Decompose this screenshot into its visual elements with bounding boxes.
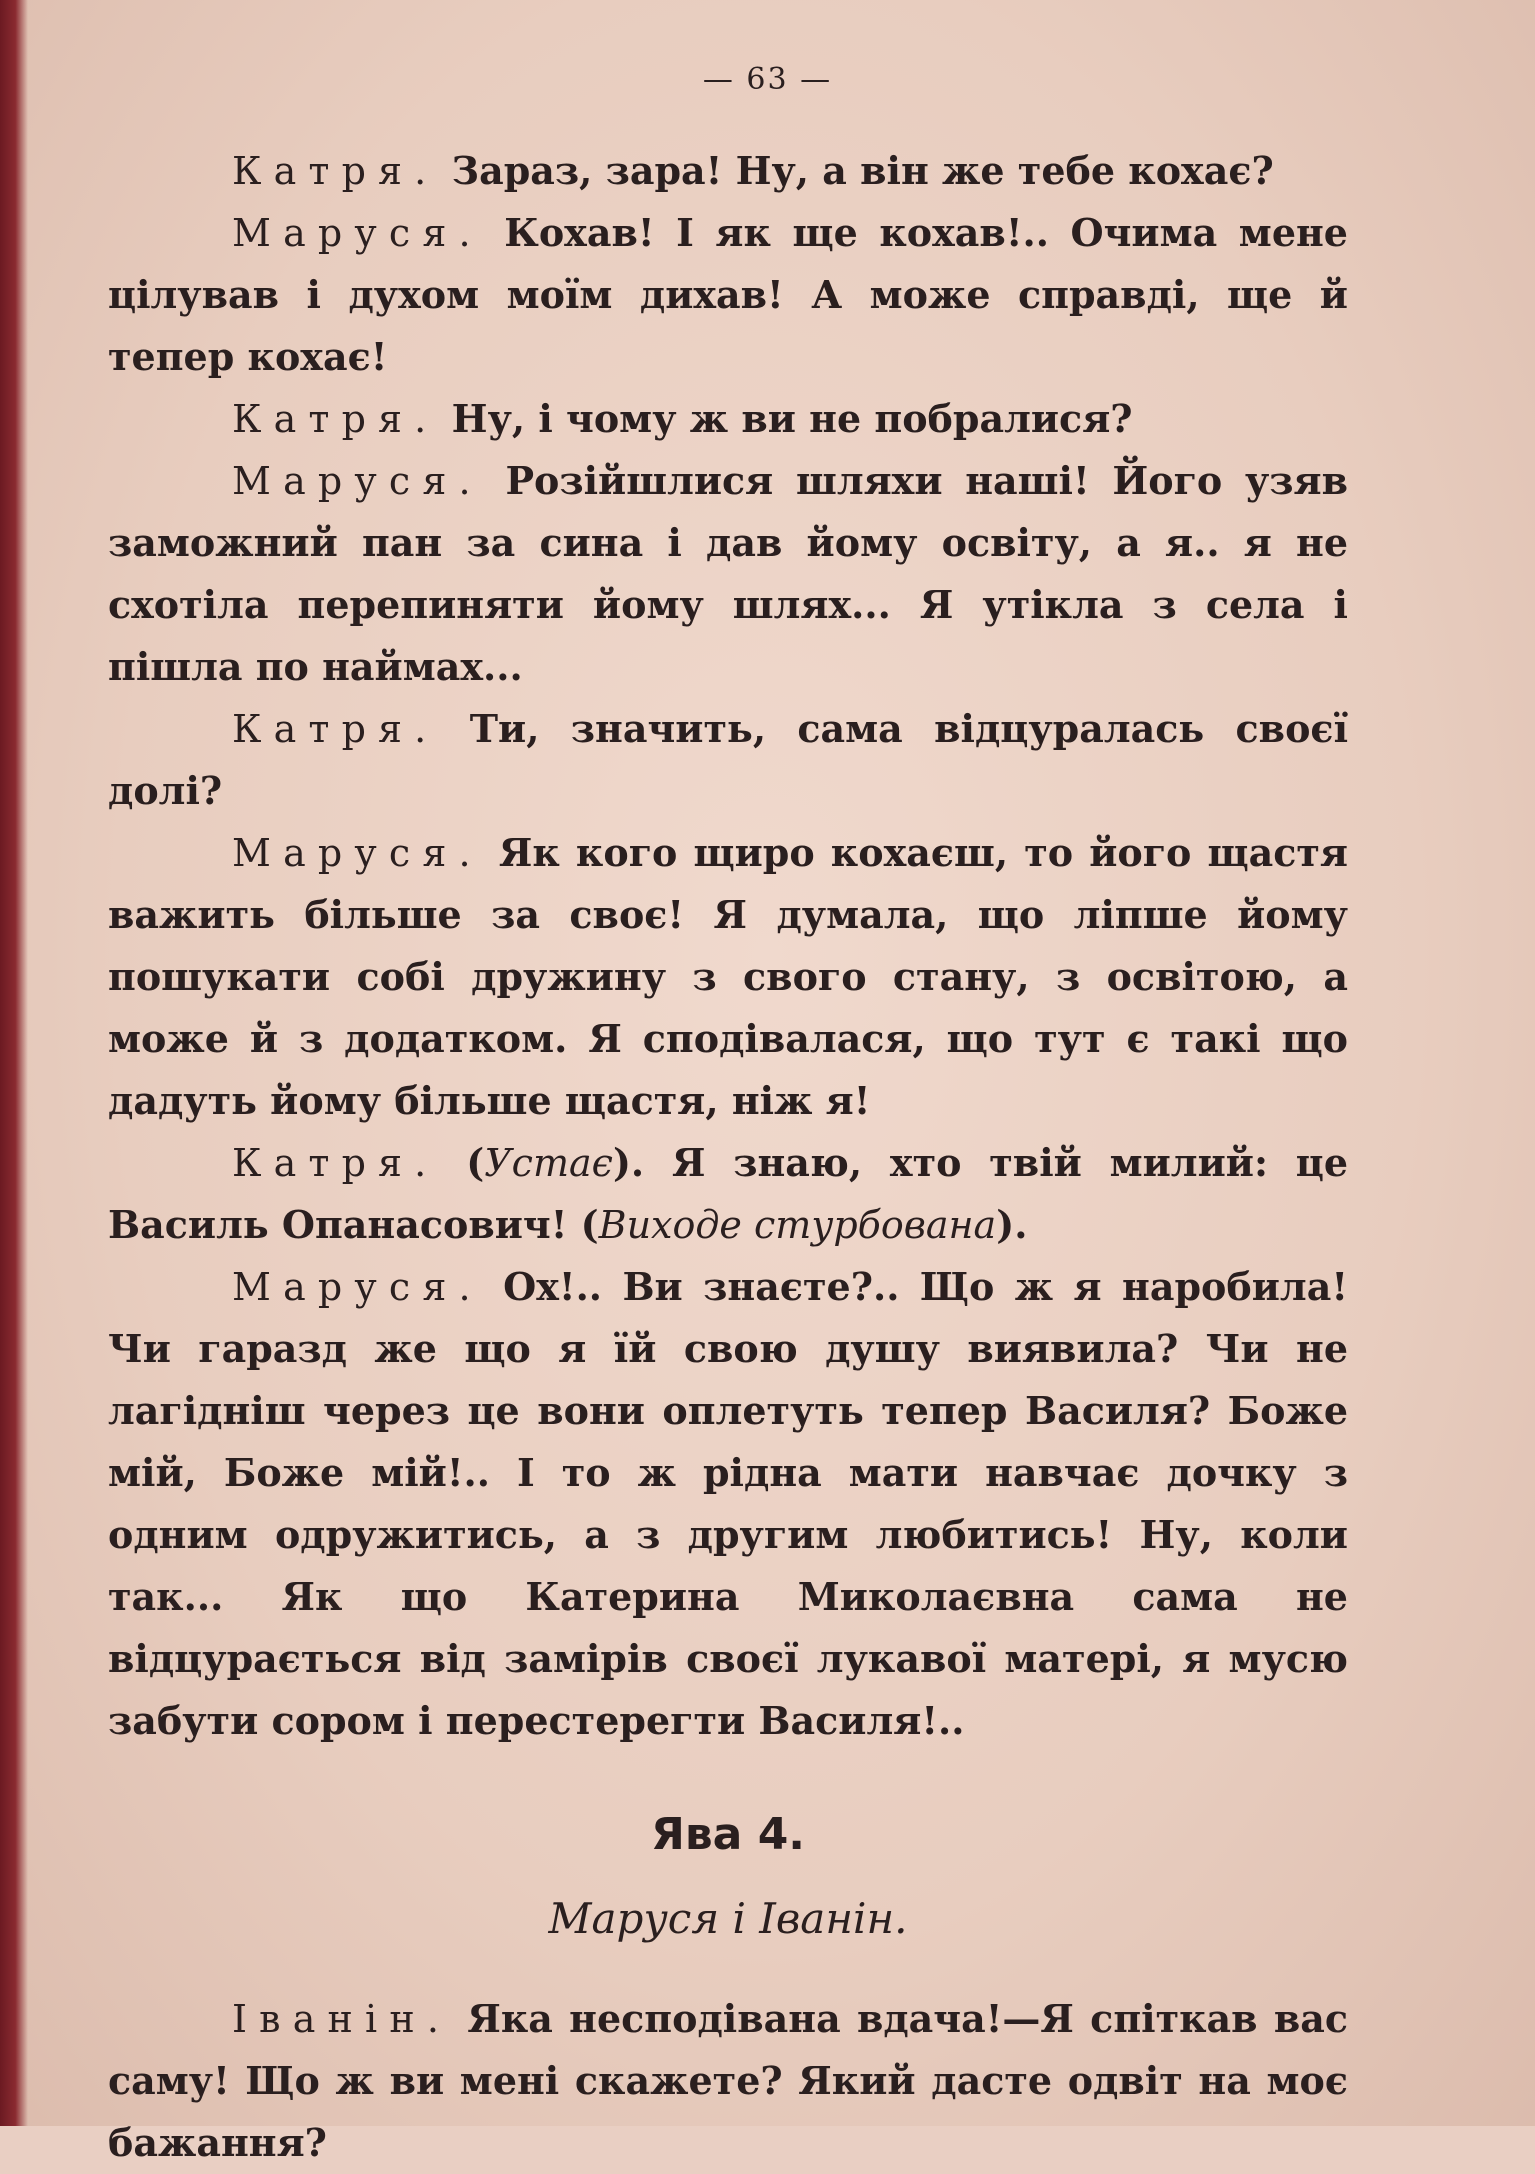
dialogue-text: Ох!.. Ви знаєте?.. Що ж я наробила! Чи гаразд же що я їй свою душу виявила? Чи не лагідніш через це вони оплетуть тепер Василя? Боже мій, Боже мій!.. І то ж рідна мати навчає дочку з одним одружитись, а з другим любитись! Ну, коли так... Як що Катерина Миколаєвна сама не відцурається від замірів своєї лукавої матері, я мусю забути сором і перестерегти Василя!.. (108, 1264, 1348, 1743)
speaker-name: Катря. (232, 149, 439, 193)
dialogue-paragraph (108, 1988, 1348, 2174)
dialogue-paragraph (108, 450, 1348, 698)
paren-close: ). (612, 1140, 645, 1185)
speaker-name: Маруся. (232, 459, 483, 503)
page-number: — 63 — (702, 62, 833, 97)
speaker-name: Маруся. (232, 831, 483, 875)
dialogue-text: Я знаю, хто твій милий: це Василь Опанасович! (108, 1140, 1349, 1247)
page-body (108, 140, 1348, 2174)
dialogue-paragraph (108, 388, 1348, 450)
stage-direction: Виходе стурбована (598, 1203, 997, 1247)
speaker-name: Маруся. (232, 1265, 483, 1309)
stage-direction: Устає (484, 1141, 613, 1185)
paren-open: ( (466, 1140, 485, 1185)
scene-characters: Маруся і Іванін. (548, 1894, 908, 1943)
dialogue-paragraph (108, 822, 1348, 1132)
dialogue-paragraph (108, 202, 1348, 388)
dialogue-text: Як кого щиро кохаєш, то його щастя важить більше за своє! Я думала, що ліпше йому пошукати собі дружину з свого стану, з освітою, а може й з додатком. Я сподівалася, що тут є такі що дадуть йому більше щастя, ніж я! (108, 830, 1348, 1123)
speaker-name: Катря. (232, 707, 439, 751)
speaker-name: Катря. (232, 397, 439, 441)
speaker-name: Іванін. (232, 1997, 452, 2041)
dialogue-text: Кохав! І як ще кохав!.. Очима мене цілував і духом моїм дихав! А може справді, ще й тепер кохає! (108, 210, 1348, 379)
paren-open: ( (580, 1202, 599, 1247)
dialogue-text: Яка несподівана вдача!—Я спіткав вас саму! Що ж ви мені скажете? Який дасте одвіт на моє бажання? (108, 1996, 1349, 2165)
dialogue-text: Розійшлися шляхи наші! Його узяв заможний пан за сина і дав йому освіту, а я.. я не схотіла перепиняти йому шлях... Я утікла з села і пішла по наймах... (108, 458, 1349, 689)
book-spine-edge (0, 0, 28, 2126)
dialogue-text: Ти, значить, сама відцуралась своєї долі? (108, 706, 1349, 813)
dialogue-paragraph (108, 1256, 1348, 1752)
dialogue-paragraph (108, 140, 1348, 202)
dialogue-text: Ну, і чому ж ви не побралися? (451, 396, 1133, 441)
dialogue-paragraph-stage (108, 1132, 1348, 1256)
speaker-name: Маруся. (232, 211, 483, 255)
dialogue-text: Зараз, зара! Ну, а він же тебе кохає? (451, 148, 1274, 193)
speaker-name: Катря. (232, 1141, 439, 1185)
paren-close: ). (996, 1202, 1028, 1247)
scene-heading: Ява 4. (650, 1809, 806, 1860)
dialogue-paragraph (108, 698, 1348, 822)
